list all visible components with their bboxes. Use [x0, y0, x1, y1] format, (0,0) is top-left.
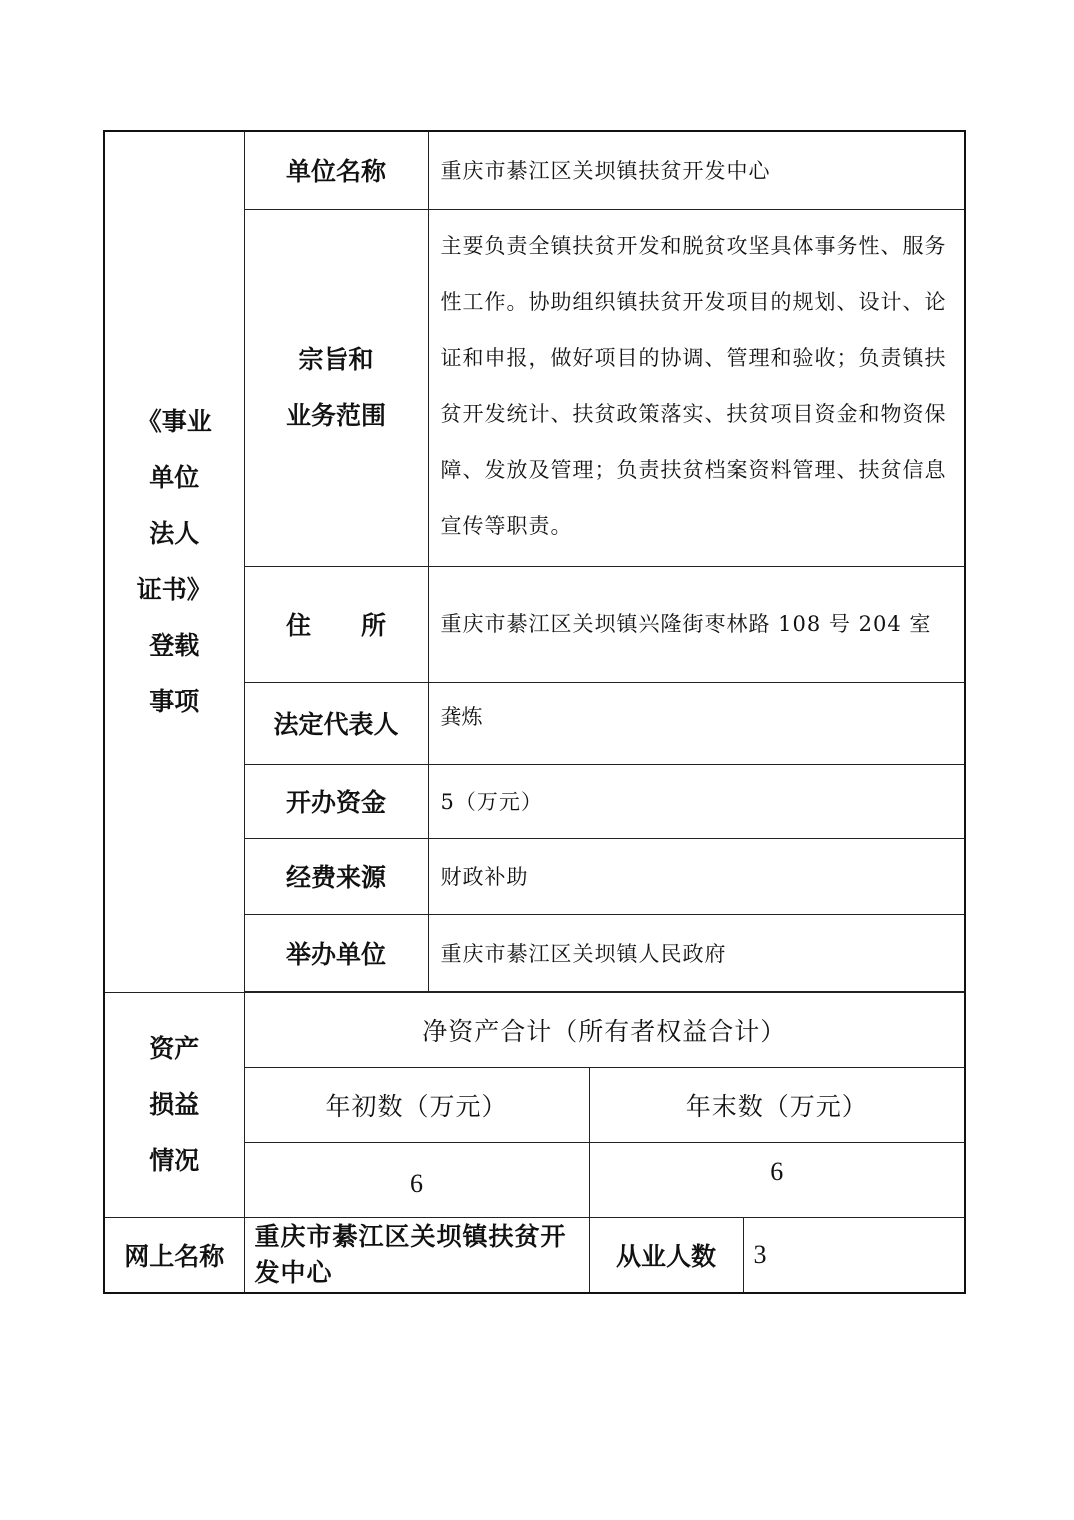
funding-value: 财政补助 — [428, 838, 965, 914]
scope-label-line: 宗旨和 — [298, 344, 374, 374]
registration-section-line: 单位 — [149, 462, 200, 492]
sponsor-label: 举办单位 — [244, 914, 428, 991]
row-online-name — [104, 1217, 965, 1293]
unit-name-label: 单位名称 — [244, 131, 428, 209]
registration-section-line: 《事业 — [136, 406, 212, 436]
start-of-year-value: 6 — [244, 1142, 589, 1217]
assets-section-line: 损益 — [149, 1089, 200, 1119]
online-name-label: 网上名称 — [104, 1217, 244, 1293]
staff-count-label: 从业人数 — [589, 1217, 743, 1293]
staff-count-value: 3 — [743, 1217, 965, 1293]
scope-label — [244, 209, 428, 566]
online-name-value: 重庆市綦江区关坝镇扶贫开发中心 — [244, 1217, 589, 1293]
sponsor-value: 重庆市綦江区关坝镇人民政府 — [428, 914, 965, 991]
net-assets-header: 净资产合计（所有者权益合计） — [244, 992, 965, 1067]
start-of-year-label: 年初数（万元） — [244, 1067, 589, 1142]
address-label: 住 所 — [244, 566, 428, 682]
legal-rep-value: 龚炼 — [428, 682, 965, 764]
capital-label: 开办资金 — [244, 764, 428, 838]
assets-section-label — [104, 992, 244, 1217]
address-value: 重庆市綦江区关坝镇兴隆街枣林路 108 号 204 室 — [428, 566, 965, 682]
legal-rep-label: 法定代表人 — [244, 682, 428, 764]
registration-section-line: 证书》 — [136, 574, 212, 604]
registration-section-line: 法人 — [149, 518, 200, 548]
row-unit-name — [104, 131, 965, 209]
unit-name-value: 重庆市綦江区关坝镇扶贫开发中心 — [428, 131, 965, 209]
end-of-year-label: 年末数（万元） — [589, 1067, 965, 1142]
funding-label: 经费来源 — [244, 838, 428, 914]
registration-section-label — [104, 131, 244, 992]
registration-form-table — [103, 130, 966, 1294]
scope-label-line: 业务范围 — [285, 400, 386, 430]
registration-section-line: 事项 — [149, 686, 200, 716]
scope-value: 主要负责全镇扶贫开发和脱贫攻坚具体事务性、服务性工作。协助组织镇扶贫开发项目的规划、设计、论证和申报，做好项目的协调、管理和验收；负责镇扶贫开发统计、扶贫政策落实、扶贫项目资金和物资保障、发放及管理；负责扶贫档案资料管理、扶贫信息宣传等职责。 — [428, 209, 965, 566]
capital-value: 5（万元） — [428, 764, 965, 838]
assets-section-line: 情况 — [149, 1145, 200, 1175]
registration-section-line: 登载 — [149, 630, 200, 660]
row-assets-header — [104, 992, 965, 1067]
assets-section-line: 资产 — [149, 1033, 200, 1063]
end-of-year-value: 6 — [589, 1142, 965, 1217]
